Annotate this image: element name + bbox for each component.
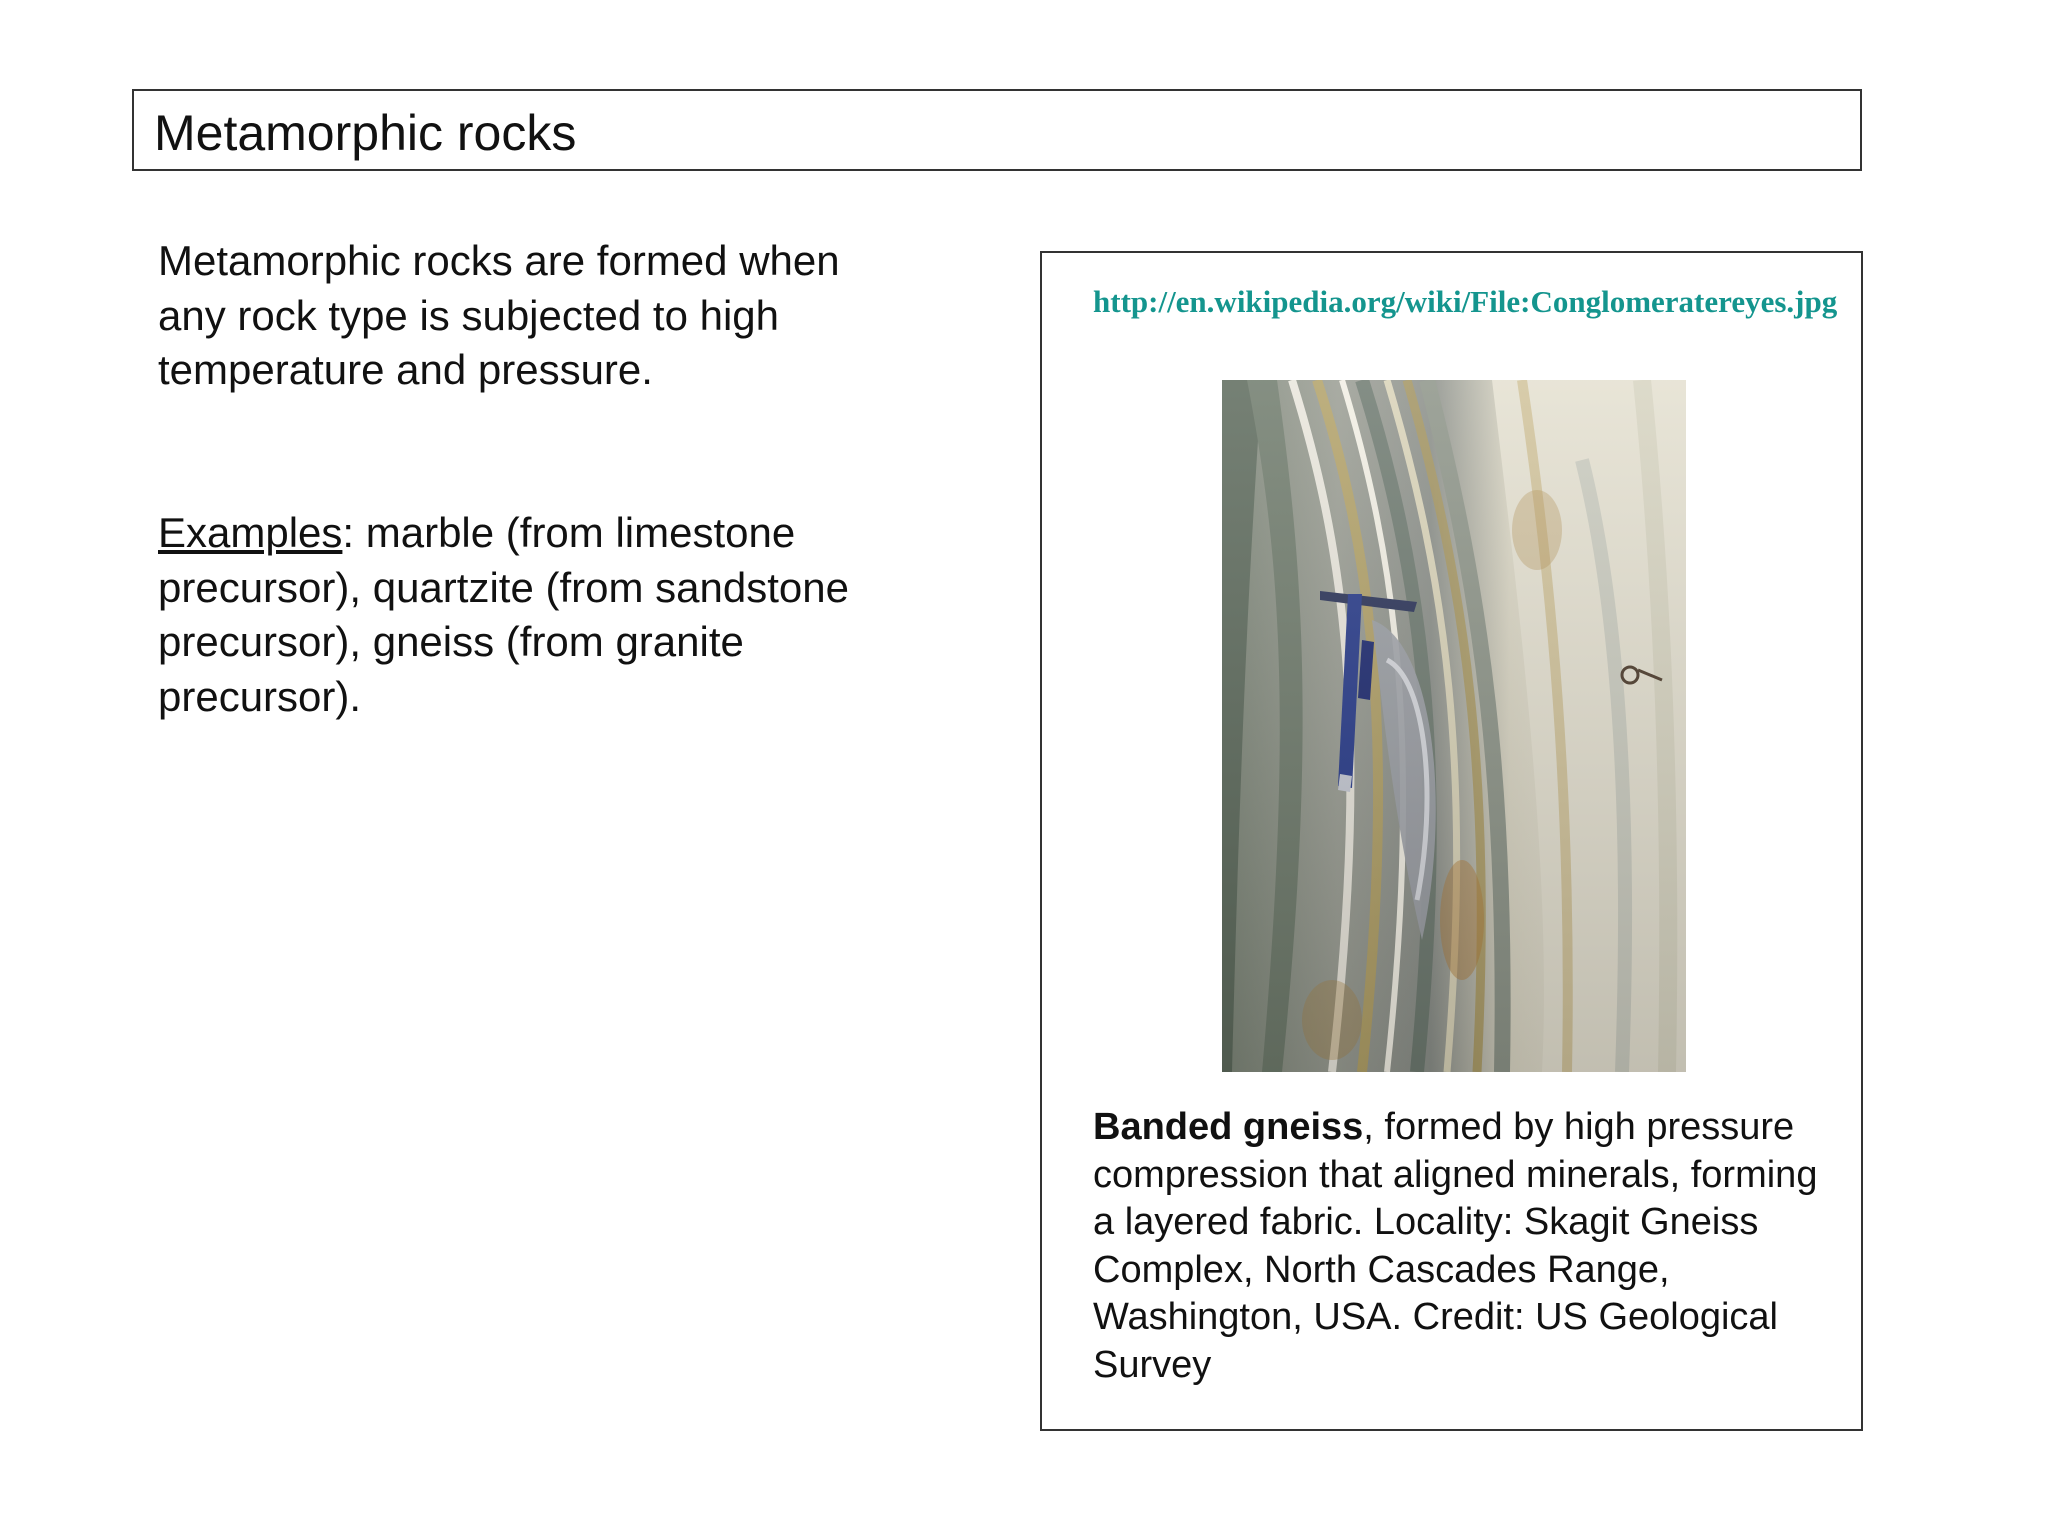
- examples-text: : marble (from limestone precursor), quartzite (from sandstone precursor), gneiss (from granite precursor).: [158, 509, 849, 720]
- figure-caption: [1093, 1104, 1833, 1389]
- gneiss-photo-graphic: [1222, 380, 1686, 1072]
- slide-title: Metamorphic rocks: [154, 105, 577, 161]
- definition-paragraph: Metamorphic rocks are formed when any rock type is subjected to high temperature and pressure.: [158, 237, 840, 393]
- slide-title-box: [132, 89, 1862, 171]
- caption-bold: Banded gneiss: [1093, 1106, 1364, 1148]
- examples-paragraph: [158, 506, 878, 724]
- caption-text: , formed by high pressure compression that aligned minerals, forming a layered fabric. Locality: Skagit Gneiss Complex, North Cascades Range, Washington, USA. Credit: US Geological Survey: [1093, 1106, 1818, 1386]
- banded-gneiss-photo: [1222, 380, 1686, 1072]
- examples-label: Examples: [158, 509, 343, 556]
- source-url-link[interactable]: http://en.wikipedia.org/wiki/File:Conglomeratereyes.jpg: [1093, 284, 1838, 319]
